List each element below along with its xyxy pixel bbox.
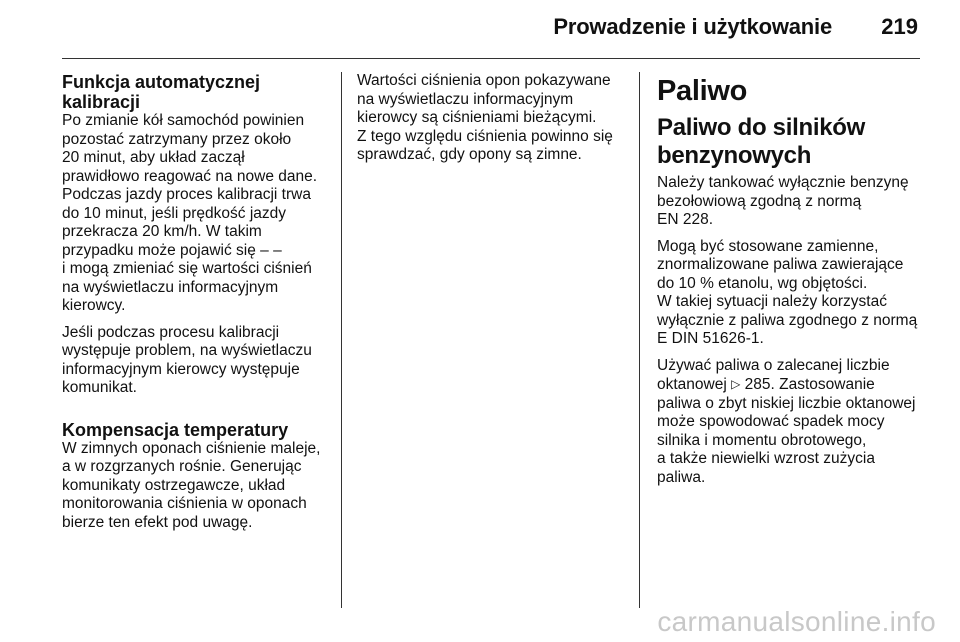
- text-line: przekracza 20 km/h. W takim: [62, 223, 262, 240]
- text-line: 20 minut, aby układ zaczął: [62, 149, 245, 166]
- heading-temperature-compensation: Kompensacja temperatury: [62, 419, 289, 440]
- column-2: [357, 72, 629, 173]
- text-line: sprawdzać, gdy opony są zimne.: [357, 146, 582, 163]
- text-line: na wyświetlaczu informacyjnym: [62, 278, 279, 296]
- text-line: może spowodować spadek mocy: [657, 413, 885, 430]
- paragraph-ethanol: [657, 238, 927, 349]
- text-line: pozostać zatrzymany przez około: [62, 130, 292, 148]
- text-line: komunikat.: [62, 379, 137, 396]
- text-line: Używać paliwa o zalecanej liczbie: [657, 356, 890, 374]
- page-reference-arrow-icon[interactable]: ▷: [731, 377, 741, 391]
- heading-line: Funkcja automatycznej: [62, 72, 261, 92]
- text-line: bierze ten efekt pod uwagę.: [62, 513, 253, 531]
- text-line: silnika i momentu obrotowego,: [657, 431, 867, 449]
- text-line: prawidłowo reagować na nowe dane.: [62, 167, 318, 185]
- text-line: paliwa.: [657, 468, 706, 486]
- text-line: monitorowania ciśnienia w oponach: [62, 495, 307, 512]
- text-line: kierowcy.: [62, 297, 126, 314]
- paragraph-temperature: [62, 440, 332, 533]
- paragraph-petrol-standard: [657, 174, 927, 230]
- page-number: 219: [881, 14, 918, 39]
- text-line: i mogą zmieniać się wartości ciśnień: [62, 260, 312, 277]
- text-line: EN 228.: [657, 211, 714, 228]
- heading-line: benzynowych: [657, 142, 812, 169]
- text-fragment: oktanowej: [657, 376, 727, 393]
- text-line: na wyświetlaczu informacyjnym: [357, 90, 574, 108]
- heading-line: kalibracji: [62, 92, 141, 112]
- column-1: [62, 72, 332, 540]
- paragraph-octane: [657, 357, 927, 488]
- text-line: paliwa o zbyt niskiej liczbie oktanowej: [657, 394, 916, 412]
- text-line: wyłącznie z paliwa zgodnego z normą: [657, 311, 918, 329]
- text-line: Wartości ciśnienia opon pokazywane: [357, 72, 611, 89]
- paragraph-pressure-values: [357, 72, 629, 165]
- text-line: Podczas jazdy proces kalibracji trwa: [62, 186, 311, 203]
- text-line: znormalizowane paliwa zawierające: [657, 256, 904, 273]
- text-fragment: 285. Zastosowanie: [744, 376, 875, 393]
- text-line: W zimnych oponach ciśnienie maleje,: [62, 439, 321, 457]
- header-divider: [62, 58, 920, 59]
- text-line: przypadku może pojawić się – –: [62, 241, 282, 259]
- watermark: carmanualsonline.info: [657, 606, 936, 637]
- paragraph-calibration-problem: [62, 324, 332, 398]
- text-line: Z tego względu ciśnienia powinno się: [357, 127, 613, 145]
- column-divider-2: [639, 72, 640, 608]
- text-line: W takiej sytuacji należy korzystać: [657, 293, 887, 310]
- text-line: Jeśli podczas procesu kalibracji: [62, 323, 280, 341]
- chapter-title: Paliwo: [657, 75, 748, 107]
- text-line: kierowcy są ciśnieniami bieżącymi.: [357, 109, 597, 126]
- column-divider-1: [341, 72, 342, 608]
- text-line: do 10 % etanolu, wg objętości.: [657, 274, 868, 292]
- paragraph-calibration: [62, 112, 332, 316]
- heading-auto-calibration: [62, 72, 332, 112]
- text-line: Mogą być stosowane zamienne,: [657, 237, 879, 255]
- subsection-title: [657, 114, 927, 170]
- text-line: do 10 minut, jeśli prędkość jazdy: [62, 204, 287, 222]
- text-line: komunikaty ostrzegawcze, układ: [62, 476, 286, 494]
- spacer: [62, 406, 332, 420]
- text-line: [657, 375, 927, 395]
- text-line: Należy tankować wyłącznie benzynę: [657, 174, 909, 191]
- text-line: Po zmianie kół samochód powinien: [62, 112, 305, 129]
- text-line: a także niewielki wzrost zużycia: [657, 450, 875, 467]
- text-line: występuje problem, na wyświetlaczu: [62, 342, 312, 359]
- text-line: E DIN 51626-1.: [657, 330, 764, 347]
- text-line: a w rozgrzanych rośnie. Generując: [62, 458, 302, 475]
- section-title: Prowadzenie i użytkowanie: [553, 14, 832, 39]
- text-line: informacyjnym kierowcy występuje: [62, 360, 300, 378]
- column-3: [657, 72, 927, 495]
- text-line: bezołowiową zgodną z normą: [657, 192, 862, 210]
- heading-line: Paliwo do silników: [657, 114, 865, 141]
